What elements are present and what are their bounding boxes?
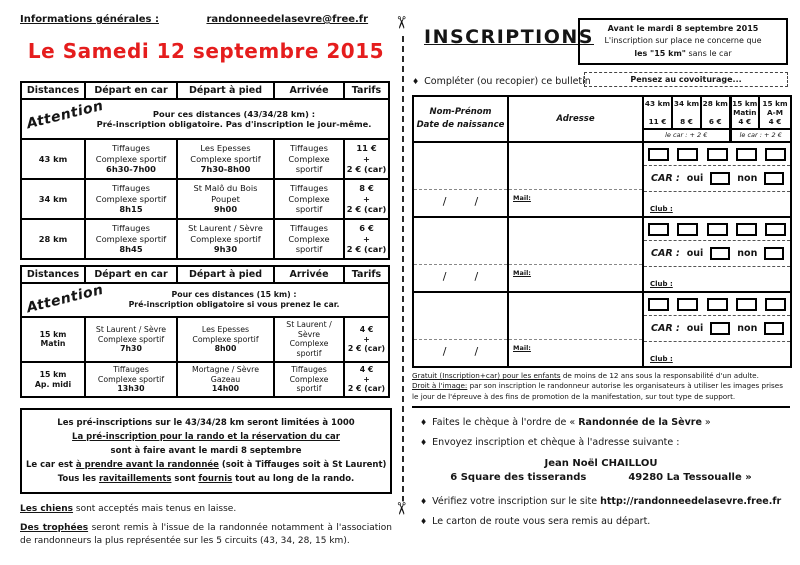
depart-car-cell xyxy=(85,139,177,179)
venue: Complexe sportif xyxy=(289,339,329,359)
place: St Laurent / Sèvre xyxy=(286,320,332,339)
addressee-name: Jean Noël CHAILLOU xyxy=(544,458,658,470)
send-line xyxy=(412,437,790,448)
text: (soit à Tiffauges soit à St Laurent) xyxy=(218,460,387,471)
venue: Complexe sportif xyxy=(190,153,261,164)
slash: / xyxy=(474,345,479,358)
car-label: CAR : xyxy=(651,173,680,184)
place: St Laurent / Sèvre xyxy=(188,223,263,234)
cb-col xyxy=(732,293,761,315)
checkbox-43km[interactable] xyxy=(648,148,669,161)
name-cell[interactable] xyxy=(413,292,508,367)
address-cell[interactable] xyxy=(508,217,643,292)
deadline-line: L'inscription sur place ne concerne que xyxy=(604,36,762,46)
tarif-cell xyxy=(344,179,389,219)
notice-line: Pour ces distances (15 km) : xyxy=(171,290,297,300)
address-input-area[interactable] xyxy=(509,293,642,340)
column-15km-am-header xyxy=(759,96,791,129)
venue: Complexe sportif xyxy=(95,153,167,164)
header-depart-pied: Départ à pied xyxy=(177,82,274,99)
note-line: Les pré-inscriptions sur le 43/34/28 km seront limitées à 1000 xyxy=(57,418,355,429)
cut-dashed-line xyxy=(402,36,404,502)
distance-cell: 28 km xyxy=(21,219,85,259)
participant-row xyxy=(413,217,791,292)
name-cell[interactable] xyxy=(413,142,508,217)
tarif-cell xyxy=(344,139,389,179)
arrivee-cell xyxy=(274,179,344,219)
city: 49280 La Tessoualle » xyxy=(628,472,752,484)
participant-row xyxy=(413,292,791,367)
depart-car-cell xyxy=(85,219,177,259)
cb-col xyxy=(673,218,702,240)
car-no-label: non xyxy=(737,173,758,184)
scissors-icon: ✂ xyxy=(390,15,411,30)
birthdate-input-area[interactable] xyxy=(414,340,507,358)
diamond-bullet-icon: ♦ xyxy=(420,418,428,428)
car-price: 2 € (car) xyxy=(347,344,386,354)
street: 6 Square des tisserands xyxy=(450,472,587,484)
cb-col xyxy=(644,218,673,240)
depart-pied-cell xyxy=(177,317,274,362)
inscriptions-title: INSCRIPTIONS xyxy=(424,26,594,48)
price: 8 € xyxy=(680,117,693,126)
time: 8h00 xyxy=(214,344,237,354)
price: 4 € xyxy=(359,364,374,374)
send-text: Envoyez inscription et chèque à l'adresse suivante : xyxy=(432,437,680,449)
distance-cell xyxy=(21,317,85,362)
slash: / xyxy=(474,195,479,208)
venue: Poupet xyxy=(211,193,240,204)
text-underlined: à prendre avant la randonnée xyxy=(75,460,219,471)
table-row xyxy=(21,179,389,219)
car-label: CAR : xyxy=(651,248,680,259)
place: Tiffauges xyxy=(291,364,327,374)
column-15km-matin-header xyxy=(730,96,759,129)
note-line: sont à faire avant le mardi 8 septembre xyxy=(110,446,302,457)
address-input-area[interactable] xyxy=(509,218,642,265)
car-label: CAR : xyxy=(651,323,680,334)
verify-line xyxy=(412,496,790,507)
choices-cell xyxy=(643,217,791,292)
car-fee-left: le car : + 2 € xyxy=(643,129,730,142)
car-fee-right: le car : + 2 € xyxy=(730,129,791,142)
car-no-label: non xyxy=(737,248,758,259)
name-column-header xyxy=(413,96,508,142)
time: 14h00 xyxy=(211,384,240,394)
dogs-lead: Les chiens xyxy=(20,504,74,515)
scissors-icon: ✂ xyxy=(390,501,411,516)
cb-col xyxy=(761,218,790,240)
name-cell[interactable] xyxy=(413,217,508,292)
price: 4 € xyxy=(768,117,782,126)
place: Tiffauges xyxy=(290,143,328,154)
distance: 15 km xyxy=(39,329,67,339)
distance-checkbox-row xyxy=(644,293,790,316)
text: de moins de 12 ans sous la responsabilité d'un adulte. xyxy=(560,371,759,380)
text: tout au long de la rando. xyxy=(232,474,355,485)
cb-col xyxy=(644,143,673,165)
venue: Complexe sportif xyxy=(95,193,167,204)
km: 15 km xyxy=(762,99,788,108)
checkbox-43km[interactable] xyxy=(648,223,669,236)
plus: + xyxy=(363,233,370,244)
birthdate-input-area[interactable] xyxy=(414,265,507,283)
km: 28 km xyxy=(702,99,728,108)
text: » xyxy=(701,417,711,429)
header-depart-pied: Départ à pied xyxy=(177,266,274,283)
payee-name: Randonnée de la Sèvre xyxy=(578,417,702,429)
participant-row xyxy=(413,142,791,217)
column-28km-header xyxy=(701,96,730,129)
car-oui-checkbox[interactable] xyxy=(710,322,730,335)
time: 7h30-8h00 xyxy=(200,164,251,175)
free-children-line xyxy=(412,371,790,381)
arrivee-cell xyxy=(274,219,344,259)
checkbox-34km[interactable] xyxy=(677,148,698,161)
dogs-text: sont acceptés mais tenus en laisse. xyxy=(73,504,237,515)
text-underlined: ravitaillements xyxy=(98,474,172,485)
club-label: Club : xyxy=(650,280,673,288)
attention-stamp: Attention xyxy=(25,97,106,133)
mail-label: Mail: xyxy=(513,194,531,202)
verify-text xyxy=(432,496,781,507)
car-price: 2 € (car) xyxy=(346,164,387,175)
header-arrivee: Arrivée xyxy=(274,266,344,283)
car-no-label: non xyxy=(737,323,758,334)
trophies-paragraph xyxy=(20,522,392,546)
checkbox-28km[interactable] xyxy=(707,148,728,161)
car-price: 2 € (car) xyxy=(346,244,387,255)
route-card-text: Le carton de route vous sera remis au départ. xyxy=(432,516,651,528)
venue: Complexe sportif xyxy=(97,334,165,344)
mail-input-area[interactable] xyxy=(509,340,642,366)
checkbox-34km[interactable] xyxy=(677,298,698,311)
text-underlined: Gratuit (Inscription+car) pour les enfants xyxy=(412,371,561,380)
km: 43 km xyxy=(644,99,671,108)
attention-row xyxy=(21,283,389,317)
header-tarifs: Tarifs xyxy=(344,82,389,99)
website-url: http://randonneedelasevre.free.fr xyxy=(600,496,782,508)
text: Tous les xyxy=(57,474,99,485)
club-input-area[interactable] xyxy=(644,267,790,289)
km: 15 km xyxy=(732,99,758,108)
instructions-block xyxy=(412,371,790,527)
diamond-bullet-icon: ♦ xyxy=(420,438,428,448)
cb-col xyxy=(673,293,702,315)
price: 6 € xyxy=(708,117,722,126)
cb-col xyxy=(761,293,790,315)
car-non-checkbox[interactable] xyxy=(764,172,784,185)
horizontal-rule xyxy=(412,406,790,408)
cb-col xyxy=(732,143,761,165)
tarif-cell xyxy=(344,317,389,362)
header-distances: Distances xyxy=(21,82,85,99)
diamond-bullet-icon: ♦ xyxy=(420,497,428,507)
header-line: Adresse xyxy=(556,113,595,124)
carpool-box: Pensez au covoiturage... xyxy=(584,72,788,87)
note-line xyxy=(26,458,386,472)
time: 8h15 xyxy=(119,204,143,215)
deadline-line xyxy=(582,48,784,60)
place: Tiffauges xyxy=(112,143,150,154)
arrivee-cell xyxy=(274,139,344,179)
checkbox-34km[interactable] xyxy=(677,223,698,236)
name-input-area[interactable] xyxy=(414,143,507,190)
address-input-area[interactable] xyxy=(509,143,642,190)
fineprint xyxy=(412,371,790,402)
header-tarifs: Tarifs xyxy=(344,266,389,283)
name-input-area[interactable] xyxy=(414,293,507,340)
tarif-cell xyxy=(344,362,389,397)
time: 8h45 xyxy=(119,244,143,255)
car-price: 2 € (car) xyxy=(347,384,386,394)
car-oui-checkbox[interactable] xyxy=(710,247,730,260)
club-label: Club : xyxy=(650,355,673,363)
venue: Complexe sportif xyxy=(288,193,330,215)
note-line xyxy=(26,472,386,486)
depart-pied-cell xyxy=(177,139,274,179)
deadline-line: Avant le mardi 8 septembre 2015 xyxy=(607,24,759,33)
car-yes-label: oui xyxy=(686,323,704,334)
text: sans le car xyxy=(685,48,732,58)
depart-car-cell xyxy=(85,317,177,362)
diamond-bullet-icon: ♦ xyxy=(420,517,428,527)
arrivee-cell xyxy=(274,362,344,397)
mail-label: Mail: xyxy=(513,269,531,277)
address-column-header xyxy=(508,96,643,142)
attention-stamp: Attention xyxy=(25,281,106,317)
distance-cell: 34 km xyxy=(21,179,85,219)
place: Tiffauges xyxy=(112,223,150,234)
price: 8 € xyxy=(359,183,374,194)
car-choice-row xyxy=(644,166,790,192)
cheque-text xyxy=(432,417,711,428)
period: Matin xyxy=(733,108,757,117)
checkbox-28km[interactable] xyxy=(707,298,728,311)
club-input-area[interactable] xyxy=(644,192,790,214)
text-bold: les "15 km" xyxy=(634,48,686,58)
table-row xyxy=(21,317,389,362)
text: Le car est xyxy=(26,460,76,471)
arrivee-cell xyxy=(274,317,344,362)
price: 6 € xyxy=(359,223,374,234)
table-row xyxy=(21,139,389,179)
complete-text: Compléter (ou recopier) ce bulletin xyxy=(424,76,591,87)
postal-address xyxy=(412,458,790,483)
trophies-text: seront remis à l'issue de la randonnée notamment à l'association de randonneurs la plus représentée sur les 5 circuits (43, 34, 28, 15 km). xyxy=(20,523,392,546)
notice-line: Pré-inscription obligatoire si vous prenez le car. xyxy=(128,300,340,309)
distance-period: Matin xyxy=(40,339,66,349)
table-row xyxy=(21,219,389,259)
checkbox-28km[interactable] xyxy=(707,223,728,236)
venue: Complexe sportif xyxy=(288,233,330,255)
cb-col xyxy=(702,293,731,315)
slash: / xyxy=(442,345,447,358)
image-rights-line xyxy=(412,381,790,402)
cb-col xyxy=(702,218,731,240)
text: Vérifiez votre inscription sur le site xyxy=(432,496,601,508)
header-distances: Distances xyxy=(21,266,85,283)
distance-cell xyxy=(21,362,85,397)
venue: Complexe sportif xyxy=(190,233,261,244)
depart-pied-cell xyxy=(177,219,274,259)
place: Tiffauges xyxy=(113,364,149,374)
club-label: Club : xyxy=(650,205,673,213)
distance: 15 km xyxy=(39,369,67,379)
tarif-cell xyxy=(344,219,389,259)
attention-row xyxy=(21,99,389,139)
column-34km-header xyxy=(672,96,701,129)
notice-line: Pré-inscription obligatoire. Pas d'inscription le jour-même. xyxy=(96,119,372,129)
mail-label: Mail: xyxy=(513,344,531,352)
header-depart-car: Départ en car xyxy=(85,266,177,283)
distance-cell: 43 km xyxy=(21,139,85,179)
choices-cell xyxy=(643,142,791,217)
depart-pied-cell xyxy=(177,362,274,397)
notice-line: Pour ces distances (43/34/28 km) : xyxy=(152,108,316,119)
cb-col xyxy=(702,143,731,165)
car-yes-label: oui xyxy=(686,173,704,184)
checkbox-15km-matin[interactable] xyxy=(736,298,757,311)
time: 13h30 xyxy=(117,384,145,394)
header-line: Nom-Prénom xyxy=(429,107,492,118)
distance-checkbox-row xyxy=(644,143,790,166)
depart-car-cell xyxy=(85,362,177,397)
place: Les Epesses xyxy=(200,143,251,154)
column-43km-header xyxy=(643,96,672,129)
distance-checkbox-row xyxy=(644,218,790,241)
place: St Malô du Bois xyxy=(193,183,258,194)
mail-input-area[interactable] xyxy=(509,265,642,291)
car-choice-row xyxy=(644,316,790,342)
price: 4 € xyxy=(738,117,752,126)
registration-form-table xyxy=(412,95,792,368)
time: 9h30 xyxy=(213,244,238,255)
distance-period: Ap. midi xyxy=(34,379,72,389)
complete-bulletin-line xyxy=(412,76,591,87)
car-choice-row xyxy=(644,241,790,267)
table-row xyxy=(21,362,389,397)
km: 34 km xyxy=(673,99,700,108)
pre-inscription-note-box xyxy=(20,408,392,494)
checkbox-15km-matin[interactable] xyxy=(736,148,757,161)
table-header-row xyxy=(21,266,389,283)
time: 9h00 xyxy=(213,204,238,215)
car-oui-checkbox[interactable] xyxy=(710,172,730,185)
venue: Complexe sportif xyxy=(192,334,259,344)
cb-col xyxy=(644,293,673,315)
header-depart-car: Départ en car xyxy=(85,82,177,99)
price: 11 € xyxy=(356,143,377,154)
slash: / xyxy=(442,270,447,283)
attention-cell xyxy=(21,99,389,139)
depart-pied-cell xyxy=(177,179,274,219)
diamond-bullet-icon: ♦ xyxy=(412,77,420,86)
club-input-area[interactable] xyxy=(644,342,790,364)
info-header xyxy=(20,14,392,25)
route-card-line xyxy=(412,516,790,527)
depart-car-cell xyxy=(85,179,177,219)
place: St Laurent / Sèvre xyxy=(95,324,167,334)
table-header-row xyxy=(21,82,389,99)
place: Tiffauges xyxy=(290,183,328,194)
place: Tiffauges xyxy=(290,223,328,234)
text: sont xyxy=(171,474,199,485)
attention-cell xyxy=(21,283,389,317)
address-cell[interactable] xyxy=(508,142,643,217)
car-non-checkbox[interactable] xyxy=(764,322,784,335)
time: 6h30-7h00 xyxy=(106,164,156,175)
address-cell[interactable] xyxy=(508,292,643,367)
price: 11 € xyxy=(648,117,667,126)
cb-col xyxy=(761,143,790,165)
car-non-checkbox[interactable] xyxy=(764,247,784,260)
price: 4 € xyxy=(359,324,374,334)
venue: Complexe sportif xyxy=(95,233,167,244)
text-underlined: fournis xyxy=(198,474,233,485)
plus: + xyxy=(363,193,370,204)
checkbox-15km-am[interactable] xyxy=(765,148,786,161)
event-date-title: Le Samedi 12 septembre 2015 xyxy=(27,39,385,63)
form-header-row xyxy=(413,96,791,129)
plus: + xyxy=(363,153,370,164)
header-arrivee: Arrivée xyxy=(274,82,344,99)
period: A-M xyxy=(767,108,783,117)
general-info-column xyxy=(20,14,392,547)
checkbox-15km-matin[interactable] xyxy=(736,223,757,236)
car-price: 2 € (car) xyxy=(346,204,387,215)
mail-input-area[interactable] xyxy=(509,190,642,216)
header-line: Date de naissance xyxy=(416,120,505,130)
birthdate-input-area[interactable] xyxy=(414,190,507,208)
car-yes-label: oui xyxy=(686,248,704,259)
cheque-line xyxy=(412,417,790,428)
text: par son inscription le randonneur autorise les organisateurs à utiliser les images prises le jour de l'épreuve à des fins de promotion de la manifestation, sur tout type de support. xyxy=(412,381,783,401)
text-underlined: Droit à l'image: xyxy=(412,381,468,391)
venue: Gazeau xyxy=(210,374,241,384)
venue: Complexe sportif xyxy=(97,374,165,384)
checkbox-15km-am[interactable] xyxy=(765,223,786,236)
contact-email: randonneedelasevre@free.fr xyxy=(206,14,369,25)
cb-col xyxy=(673,143,702,165)
distances-table-long xyxy=(20,81,390,260)
choices-cell xyxy=(643,292,791,367)
plus: + xyxy=(363,374,370,384)
name-input-area[interactable] xyxy=(414,218,507,265)
checkbox-43km[interactable] xyxy=(648,298,669,311)
note-line: La pré-inscription pour la rando et la réservation du car xyxy=(72,432,340,443)
text: Faites le chèque à l'ordre de « xyxy=(432,417,579,429)
info-label: Informations générales : xyxy=(20,14,159,25)
place: Tiffauges xyxy=(112,183,150,194)
place: Mortagne / Sèvre xyxy=(191,364,259,374)
cb-col xyxy=(732,218,761,240)
dogs-paragraph xyxy=(20,503,392,515)
plus: + xyxy=(363,334,370,344)
deadline-box xyxy=(578,18,788,65)
venue: Complexe sportif xyxy=(289,374,329,394)
time: 7h30 xyxy=(120,344,142,354)
trophies-lead: Des trophées xyxy=(20,523,89,534)
slash: / xyxy=(474,270,479,283)
slash: / xyxy=(442,195,447,208)
place: Les Epesses xyxy=(201,324,250,334)
checkbox-15km-am[interactable] xyxy=(765,298,786,311)
distances-table-short xyxy=(20,265,390,398)
venue: Complexe sportif xyxy=(288,153,330,175)
